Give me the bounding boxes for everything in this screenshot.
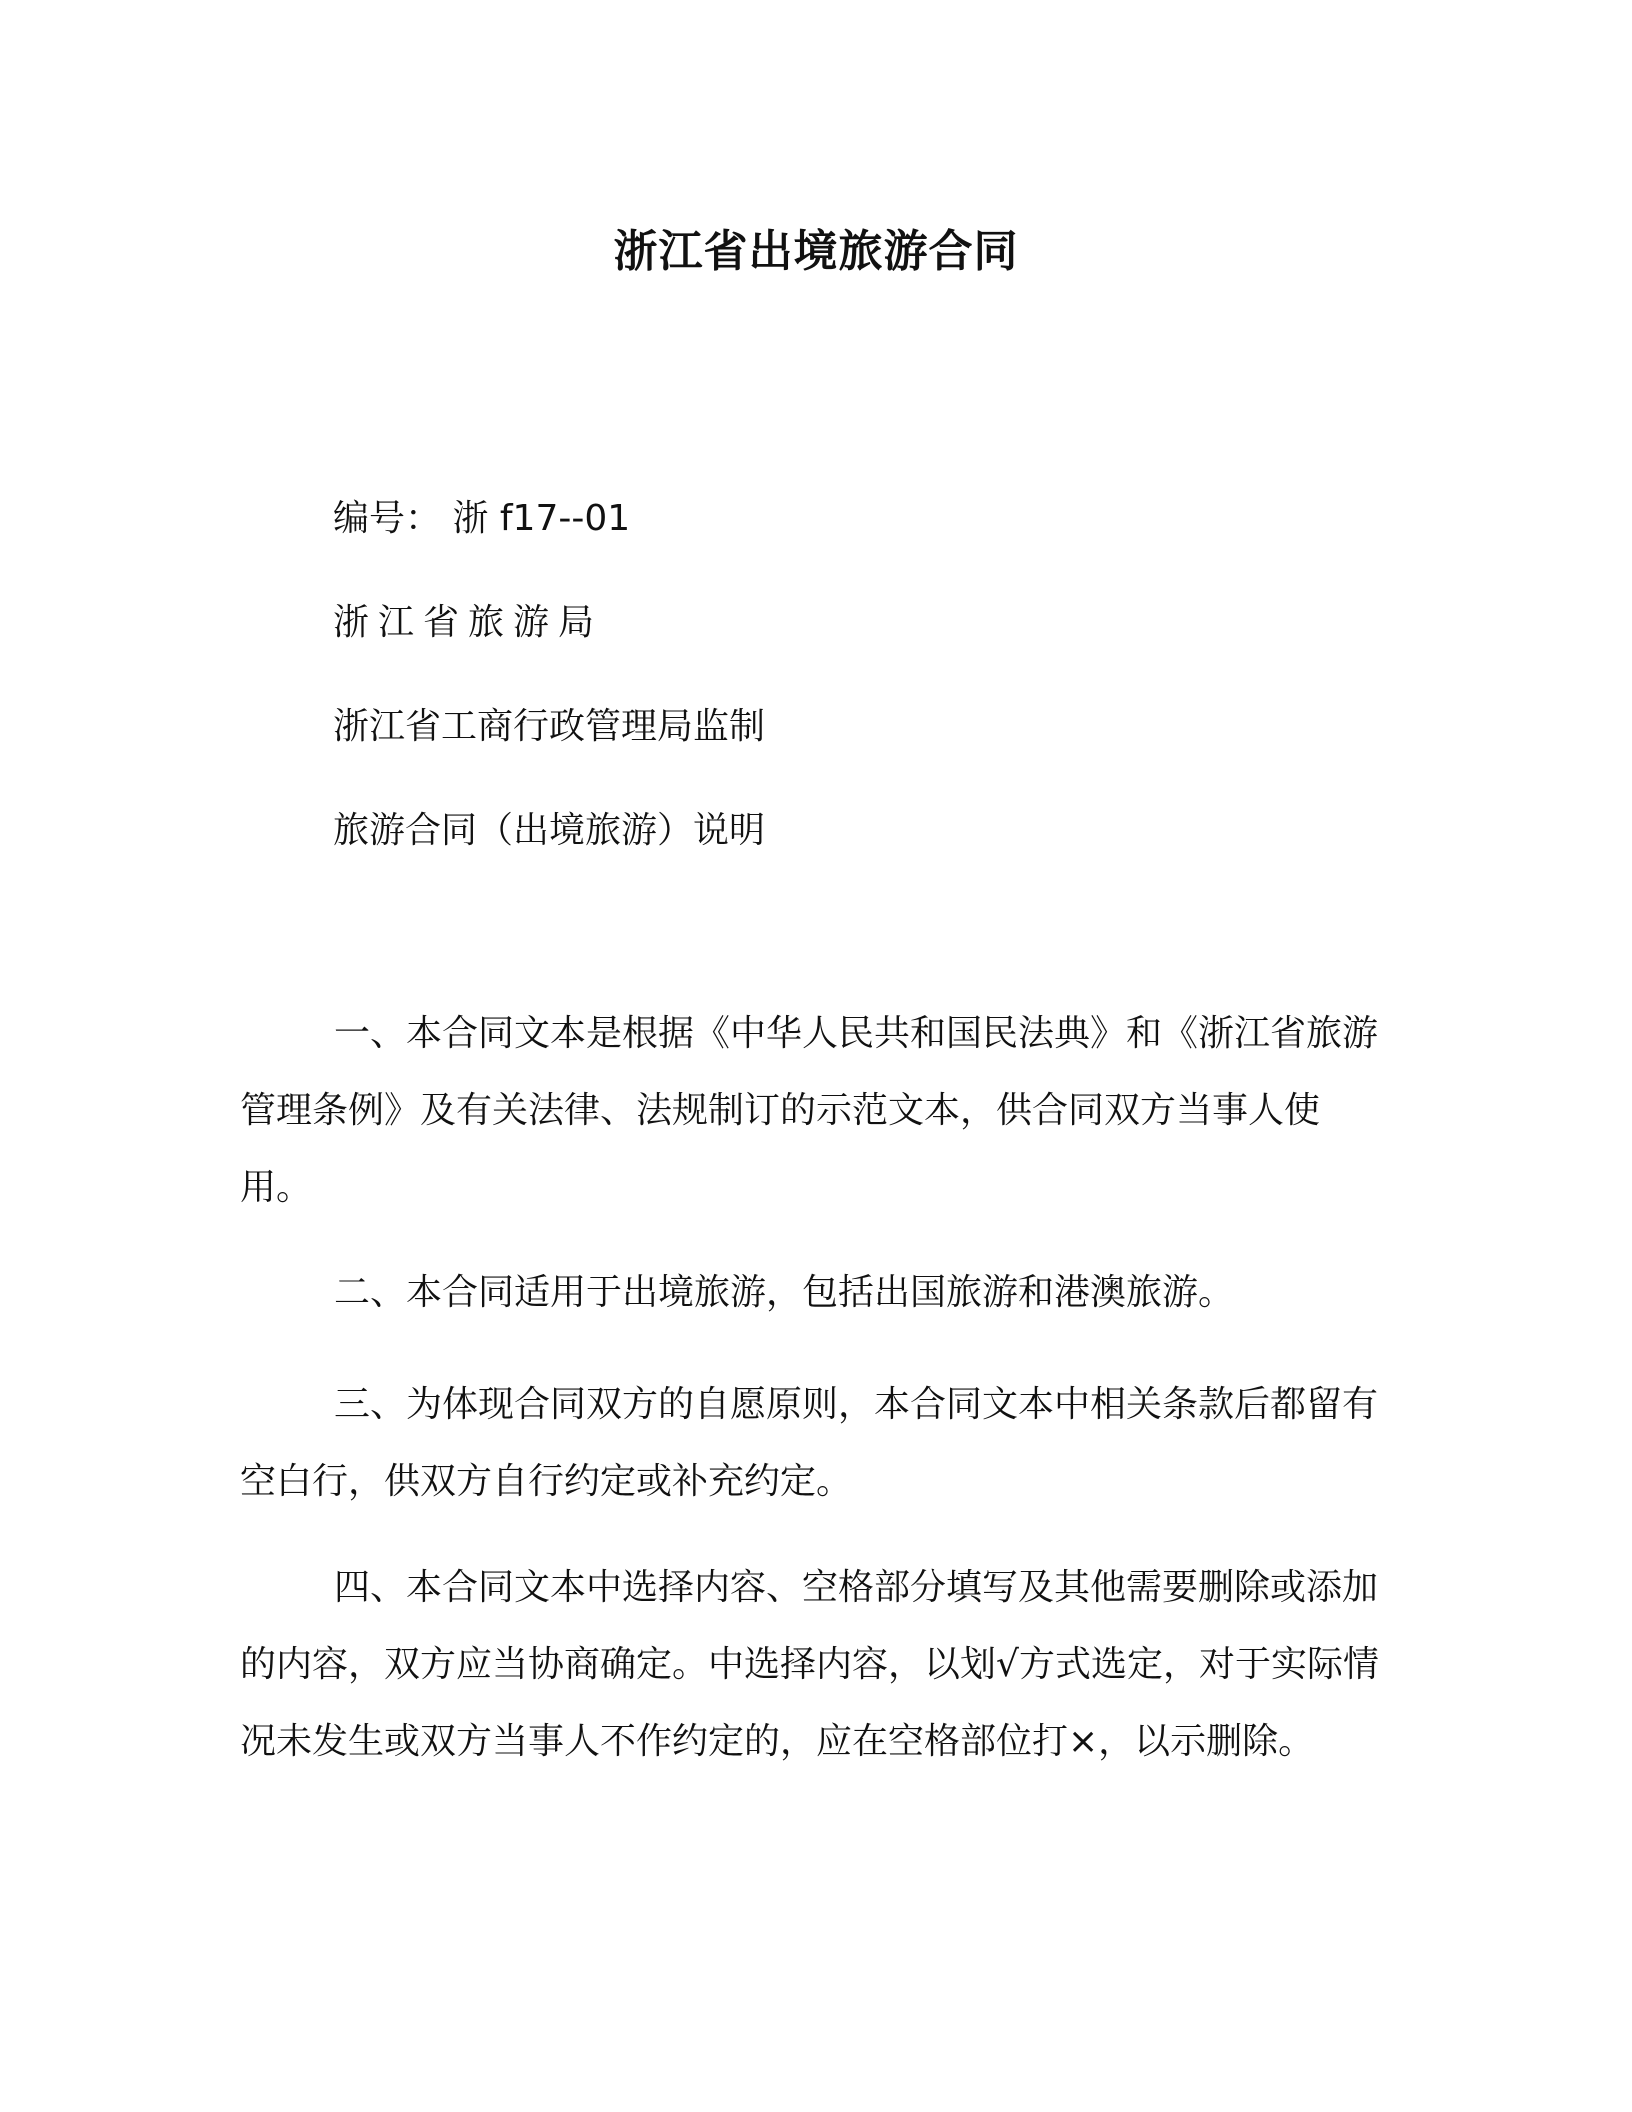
issuer-commerce-bureau: 浙江省工商行政管理局监制: [333, 706, 766, 747]
paragraph-2: 二、本合同适用于出境旅游，包括出国旅游和港澳旅游。: [334, 1272, 1235, 1313]
document-title: 浙江省出境旅游合同: [613, 226, 1019, 277]
issuer-tourism-bureau: 浙江省旅游局: [333, 602, 604, 643]
paragraph-4: 四、本合同文本中选择内容、空格部分填写及其他需要删除或添加的内容，双方应当协商确定。中选择内容，以划√方式选定，对于实际情况未发生或双方当事人不作约定的，应在空格部位打×，以示删除。: [240, 1567, 1379, 1762]
document-number: 编号： 浙 f17--01: [333, 498, 631, 539]
paragraph-3: 三、为体现合同双方的自愿原则，本合同文本中相关条款后都留有空白行，供双方自行约定或补充约定。: [240, 1384, 1379, 1502]
section-heading: 旅游合同（出境旅游）说明: [333, 810, 766, 851]
paragraph-1: 一、本合同文本是根据《中华人民共和国民法典》和《浙江省旅游管理条例》及有关法律、法规制订的示范文本，供合同双方当事人使用。: [240, 1013, 1379, 1208]
